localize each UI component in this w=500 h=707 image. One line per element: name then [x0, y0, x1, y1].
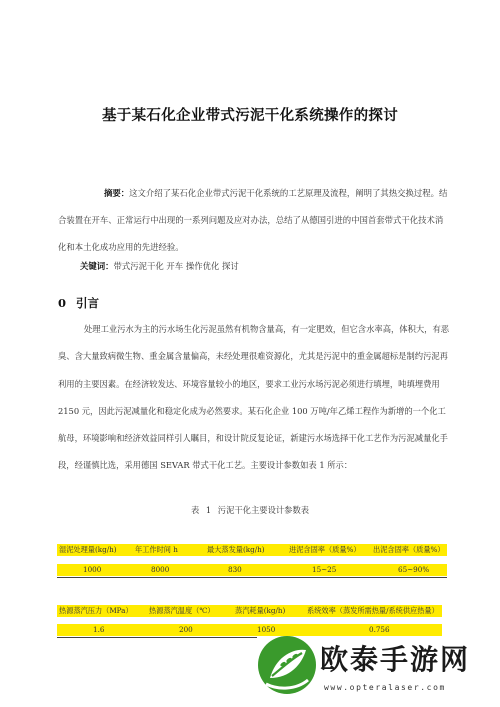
table-header-row-2: [57, 605, 442, 617]
table-header-cell: 年工作时间 h: [135, 545, 178, 554]
keywords-text: 带式污泥干化 开车 操作优化 探讨: [113, 261, 239, 271]
table-cell: 1.6: [93, 625, 105, 634]
table-cell: 0.756: [369, 625, 390, 634]
table-header-cell: 进泥含固率（质量%）: [289, 545, 361, 554]
table-header-cell: 最大蒸发量(kg/h): [207, 545, 265, 554]
section-title: 引言: [76, 296, 100, 310]
table-header-cell: 系统效率（蒸发所需热量/系统供应热量）: [307, 606, 439, 615]
section-number: 0: [58, 296, 67, 310]
keywords: [80, 260, 239, 272]
intro-paragraph: 处理工业污水为主的污水场生化污泥虽然有机物含量高，有一定肥效，但它含水率高，体积大，有恶臭、含大量致病微生物、重金属含量偏高，未经处理很难资源化，尤其是污泥中的重金属超标是制约污泥再利用的主要因素。在经济较发达、环境容量较小的地区，要求工业污水场污泥必须进行填埋，吨填埋费用 2150 元，因此污泥减量化和稳定化成为必然要求。某石化企业 100 万吨/年乙烯工程作为新增的一个化工航母，环境影响和经济效益同样引人瞩目，和设计院反复论证，新建污水场选择干化工艺作为污泥减量化手段，经谨慎比选，采用德国 SEVAR 带式干化工艺。主要设计参数如表 1 所示：: [58, 324, 450, 471]
table-cell: 830: [228, 565, 242, 574]
keywords-label: 关键词：: [80, 261, 114, 271]
table-header-row-1: [57, 544, 447, 556]
table-header-cell: 热源蒸汽温度（℃）: [149, 606, 215, 615]
table-value-row-1: [57, 564, 447, 576]
abstract-text: 这文介绍了某石化企业带式污泥干化系统的工艺原理及流程，阐明了其热交换过程。结合装置在开车、正常运行中出现的一系列问题及应对办法，总结了从德国引进的中国首套带式干化技术消化和本土化成功应用的先进经验。: [58, 188, 448, 252]
watermark-url: www.opteralaser.com: [324, 683, 446, 692]
table-header-cell: 热源蒸汽压力（MPa）: [59, 606, 133, 615]
table-header-cell: 出泥含固率（质量%）: [373, 545, 445, 554]
site-watermark: [252, 632, 500, 707]
table-cell: 200: [179, 625, 193, 634]
table-header-cell: 湿泥处理量(kg/h): [59, 545, 117, 554]
table-caption: 表 1 污泥干化主要设计参数表: [190, 505, 310, 515]
section-heading: [58, 295, 99, 311]
watermark-brand: 欧泰手游网: [320, 643, 471, 676]
abstract: [58, 180, 448, 261]
table-cell: 1050: [257, 625, 276, 634]
table-divider: [57, 637, 257, 638]
table-divider: [57, 577, 447, 578]
table-cell: 8000: [151, 565, 170, 574]
table-header-cell: 蒸汽耗量(kg/h): [235, 606, 286, 615]
abstract-label: 摘要：: [104, 188, 130, 198]
table-cell: 65~90%: [398, 565, 430, 574]
table-cell: 1000: [83, 565, 102, 574]
table-cell: 15~25: [312, 565, 337, 574]
page-title: 基于某石化企业带式污泥干化系统操作的探讨: [102, 107, 398, 124]
wheat-leaf-logo-icon: [256, 634, 318, 696]
